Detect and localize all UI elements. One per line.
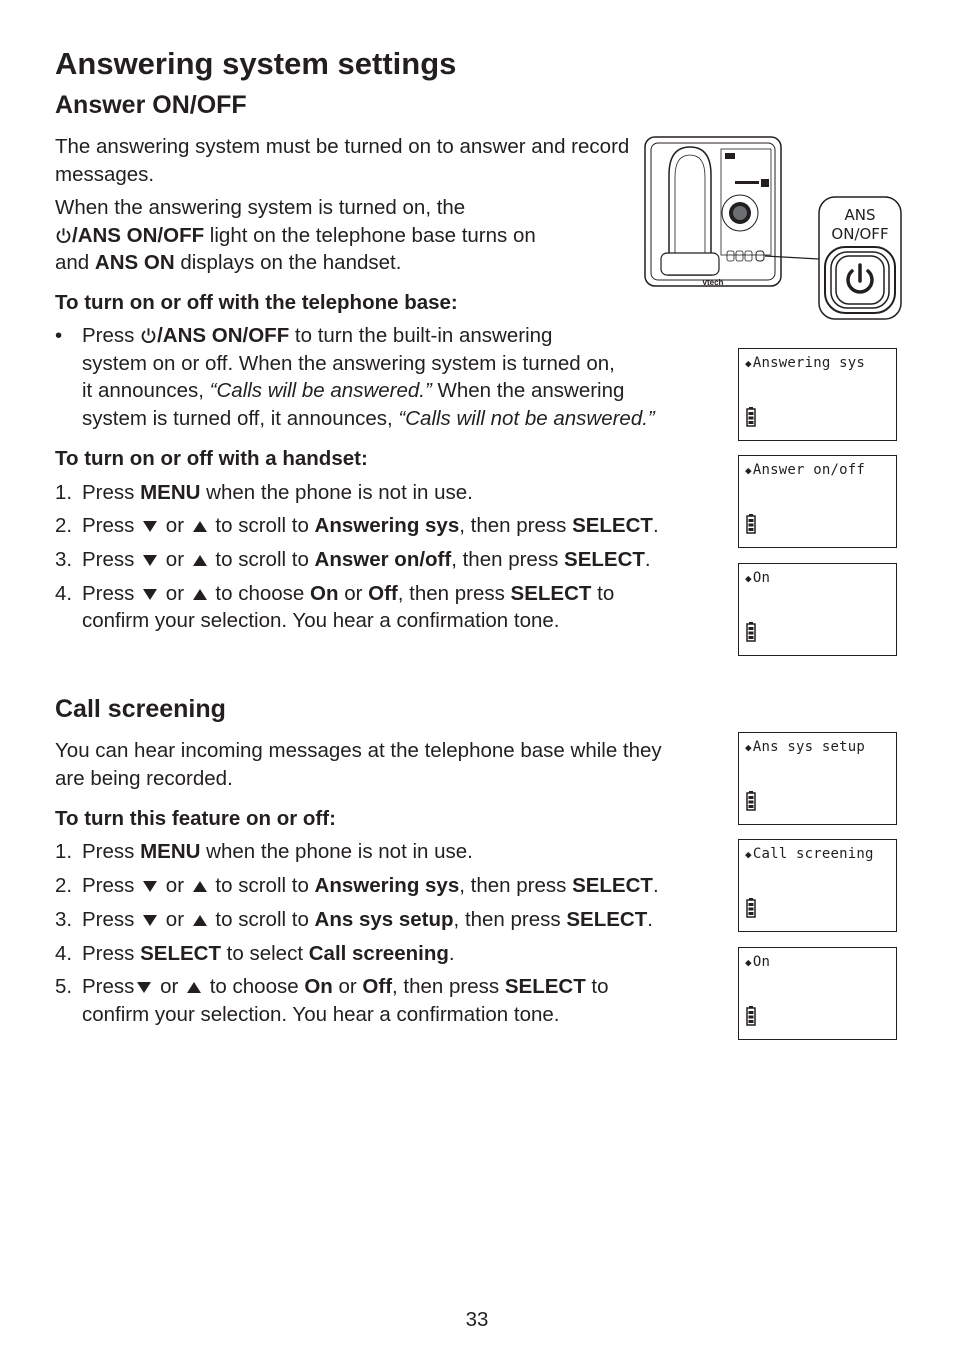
power-icon [55, 227, 72, 244]
bullet-line3: it announces, “Calls will be answered.” When the answering [82, 379, 625, 402]
cs-step-4: 4. Press SELECT to select Call screening. [55, 942, 455, 965]
bullet-line4: system is turned off, it announces, “Calls will not be answered.” [82, 407, 655, 430]
handset-screen-ans-sys-setup: ◆Ans sys setup [738, 732, 897, 825]
cs-step-5-cont: confirm your selection. You hear a confirmation tone. [82, 1003, 560, 1026]
up-arrow-icon [193, 915, 207, 926]
step-4: 4. Press or to choose On or Off, then press SELECT to [55, 582, 615, 605]
intro-paragraph: The answering system must be turned on to answer and record messages. [55, 135, 630, 186]
base-subheading: To turn on or off with the telephone base: [55, 291, 458, 314]
up-arrow-icon [193, 555, 207, 566]
brand-logo: vtech [702, 278, 724, 287]
intro2-line2: /ANS ON/OFF light on the telephone base turns on [55, 222, 536, 250]
handset-screen-call-screening: ◆Call screening [738, 839, 897, 932]
handset-subheading: To turn on or off with a handset: [55, 447, 368, 470]
up-arrow-icon [193, 521, 207, 532]
intro2-line1: When the answering system is turned on, the [55, 196, 466, 219]
ans-on-off-label: ON/OFF [831, 225, 889, 243]
battery-icon [746, 622, 756, 642]
step-1: 1. Press MENU when the phone is not in use. [55, 481, 473, 504]
cs-step-5: 5. Press or to choose On or Off, then press SELECT to [55, 975, 609, 998]
handset-screen-answering-sys: ◆Answering sys [738, 348, 897, 441]
page-title: Answering system settings [55, 46, 457, 81]
up-arrow-icon [193, 881, 207, 892]
call-screening-subheading: To turn this feature on or off: [55, 807, 336, 830]
step-2: 2. Press or to scroll to Answering sys, then press SELECT. [55, 514, 659, 537]
bullet-marker: • [55, 324, 63, 347]
down-arrow-icon [137, 982, 151, 993]
up-arrow-icon [187, 982, 201, 993]
section-heading-answer-on-off: Answer ON/OFF [55, 91, 247, 119]
down-arrow-icon [143, 555, 157, 566]
battery-icon [746, 407, 756, 427]
battery-icon [746, 791, 756, 811]
telephone-base-illustration [643, 135, 903, 323]
battery-icon [746, 898, 756, 918]
call-screening-intro: You can hear incoming messages at the telephone base while they are being recorded. [55, 739, 662, 790]
section-heading-call-screening: Call screening [55, 695, 226, 723]
battery-icon [746, 514, 756, 534]
page-number: 33 [465, 1308, 489, 1331]
bullet-line1: Press /ANS ON/OFF to turn the built-in answering [82, 324, 553, 347]
cs-step-1: 1. Press MENU when the phone is not in use. [55, 840, 473, 863]
power-icon [140, 327, 157, 344]
battery-icon [746, 1006, 756, 1026]
up-arrow-icon [193, 589, 207, 600]
down-arrow-icon [143, 521, 157, 532]
down-arrow-icon [143, 881, 157, 892]
handset-screen-on: ◆On [738, 563, 897, 656]
bullet-line2: system on or off. When the answering system is turned on, [82, 352, 615, 375]
handset-screen-answer-on-off: ◆Answer on/off [738, 455, 897, 548]
intro2-line3: and ANS ON displays on the handset. [55, 251, 402, 274]
cs-step-3: 3. Press or to scroll to Ans sys setup, then press SELECT. [55, 908, 653, 931]
down-arrow-icon [143, 589, 157, 600]
ans-label: ANS [844, 206, 876, 224]
cs-step-2: 2. Press or to scroll to Answering sys, then press SELECT. [55, 874, 659, 897]
down-arrow-icon [143, 915, 157, 926]
step-4-cont: confirm your selection. You hear a confirmation tone. [82, 609, 560, 632]
step-3: 3. Press or to scroll to Answer on/off, then press SELECT. [55, 548, 651, 571]
handset-screen-on-2: ◆On [738, 947, 897, 1040]
